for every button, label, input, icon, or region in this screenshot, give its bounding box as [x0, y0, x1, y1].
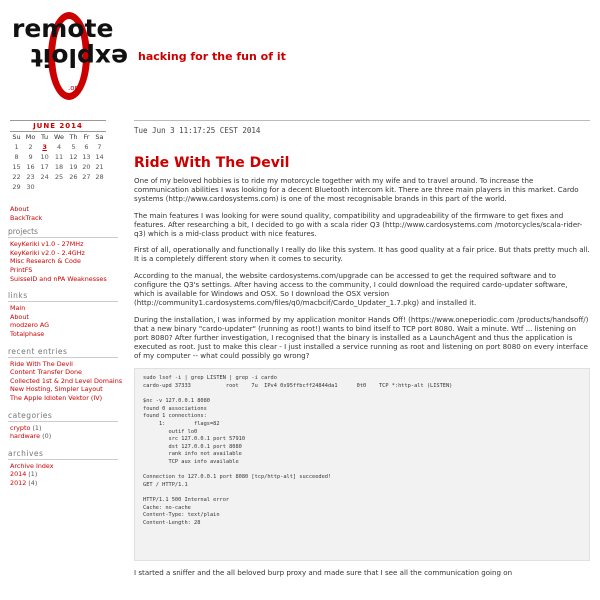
- post-date: Tue Jun 3 11:17:25 CEST 2014: [134, 120, 590, 135]
- calendar-day: 1: [14, 143, 19, 151]
- arch-list-item-label[interactable]: 2014: [10, 470, 27, 479]
- logo-word-top: remote: [12, 14, 114, 43]
- main-link-item[interactable]: KeyKeriki v1.0 - 27MHz: [10, 240, 84, 249]
- cat-list-item[interactable]: [10, 432, 118, 441]
- calendar-day: 28: [95, 173, 104, 181]
- post-paragraph: First of all, operationally and functionally I really do like this system. It has good quality at a fair price. But thats pretty much all. It is a completely different story when it comes to security.: [134, 245, 590, 264]
- recent-section: [8, 346, 123, 403]
- calendar-day: 25: [54, 173, 64, 181]
- calendar-day: 11: [54, 153, 64, 161]
- calendar-day: 16: [26, 163, 35, 171]
- sidebar: [8, 120, 123, 487]
- links-list-item[interactable]: modzero AG: [10, 321, 50, 330]
- calendar-week: [10, 172, 106, 182]
- post-paragraph: One of my beloved hobbies is to ride my motorcycle together with my wife and to travel around. To increase the communication abilities I was looking for a decent Bluetooth intercom kit. There are three main players in this market. Cardo systems (http://www.cardosystems.com) is one of the most recognisable brands in this part of the world.: [134, 176, 579, 203]
- links-section: [8, 291, 118, 338]
- logo-word-bottom: exploit: [30, 43, 128, 72]
- main-link-item[interactable]: Misc Research & Code: [10, 257, 81, 266]
- calendar-day: 12: [69, 153, 78, 161]
- calendar-day: 18: [54, 163, 64, 171]
- calendar-day: [51, 182, 67, 192]
- cat-list-item[interactable]: [10, 424, 118, 433]
- categories-section: [8, 411, 118, 441]
- recent-list-item[interactable]: Ride With The Devil: [10, 359, 73, 368]
- calendar: [10, 132, 106, 192]
- recent-list: [8, 359, 123, 403]
- arch-list-item[interactable]: [10, 470, 118, 479]
- recent-list-item[interactable]: New Hosting, Simpler Layout: [10, 385, 103, 394]
- calendar-week: [10, 162, 106, 172]
- site-tagline: hacking for the fun of it: [138, 50, 286, 63]
- calendar-day: 30: [26, 183, 35, 191]
- calendar-body: [10, 142, 106, 192]
- calendar-day: 26: [69, 173, 78, 181]
- post-paragraph-tail: I started a sniffer and the all beloved burp proxy and made sure that I see all the communication going on: [134, 568, 513, 578]
- calendar-day: 20: [82, 163, 91, 171]
- calendar-day: [67, 182, 80, 192]
- calendar-weekday: Tu: [41, 133, 49, 141]
- arch-list-item-label[interactable]: 2012: [10, 478, 27, 487]
- arch-list-item-count: (4): [26, 478, 38, 487]
- main-link-item[interactable]: About: [10, 205, 29, 213]
- calendar-weekday: Mo: [25, 133, 36, 141]
- logo-org: .org: [68, 84, 82, 92]
- calendar-day: 10: [40, 153, 49, 161]
- arch-list-item-count: (1): [26, 470, 38, 479]
- calendar-weekday: Sa: [95, 133, 104, 141]
- cat-list-item-label[interactable]: crypto: [10, 423, 31, 432]
- site-logo[interactable]: [10, 12, 130, 102]
- recent-list-item[interactable]: Content Transfer Done: [10, 368, 82, 377]
- calendar-day: 4: [56, 143, 62, 151]
- calendar-weekdays: [10, 132, 106, 142]
- calendar-week: [10, 182, 106, 192]
- links-heading: links: [8, 291, 118, 302]
- calendar-day: 21: [95, 163, 104, 171]
- main-link-item[interactable]: PrintFS: [10, 265, 33, 274]
- main-link-item[interactable]: BackTrack: [10, 213, 43, 222]
- links-list: [8, 304, 118, 338]
- arch-list-item[interactable]: [10, 479, 118, 488]
- archives-section: [8, 449, 118, 488]
- calendar-day: 7: [97, 143, 102, 151]
- categories-list: [8, 424, 118, 441]
- calendar-day: 9: [28, 153, 33, 161]
- recent-heading: recent entries: [8, 347, 118, 358]
- calendar-day-linked[interactable]: 3: [42, 143, 47, 151]
- calendar-day: 15: [12, 163, 21, 171]
- calendar-day: 22: [12, 173, 21, 181]
- main-link-item[interactable]: SuisseID and nPA Weaknesses: [10, 274, 107, 283]
- calendar-day: 29: [12, 183, 21, 191]
- links-list-item[interactable]: Totalphase: [10, 329, 45, 338]
- calendar-title: JUNE 2014: [10, 120, 106, 132]
- arch-list-item-label[interactable]: Archive Index: [10, 461, 54, 470]
- calendar-day: 19: [69, 163, 78, 171]
- post-title[interactable]: Ride With The Devil: [134, 155, 290, 171]
- post-paragraph: During the installation, I was informed by my application monitor Hands Off! (https://www.oneperiodic.com /products/handsoff/) that a new binary "cardo-updater" (running as root!) wants to bind itself to TCP port 8080. Wait a minute. Wtf ... listening on port 8080? After further investigation, I recognised that the binary is installed as a LaunchAgent and thus the application is executed as root. Just to make this clear - I just installed a service running as root and listening on port 8080 on every interface of my computer -- what could possibly go wrong?: [134, 314, 589, 360]
- calendar-day: 6: [84, 143, 89, 151]
- calendar-day: 8: [14, 153, 19, 161]
- calendar-day: [93, 182, 106, 192]
- section-heading-main: [8, 200, 118, 203]
- main-link-item[interactable]: KeyKeriki v2.0 - 2.4GHz: [10, 248, 85, 257]
- cat-list-item-count: (0): [40, 432, 52, 441]
- code-block: sudo lsof -i | grep LISTEN | grep -i cardo cardo-upd 37333 root 7u IPv4 0x95ffbcff24844da1 0t0 TCP *:http-alt (LISTEN) $nc -v 127.0.0.1 8080 found 0 associations found 1 connections: 1: flags=82 outif lo0 src 127.0.0.1 port 57910 dst 127.0.0.1 port 8080 rank info not available TCP aux info available Connection to 127.0.0.1 port 8080 [tcp/http-alt] succeeded! GET / HTTP/1.1 HTTP/1.1 500 Internal error Cache: no-cache Content-Type: text/plain Content-Length: 28: [134, 368, 590, 561]
- calendar-day: 2: [28, 143, 33, 151]
- arch-list-item[interactable]: [10, 462, 118, 471]
- projects-heading: projects: [8, 227, 118, 238]
- calendar-weekday: Fr: [83, 133, 90, 141]
- calendar-day: 5: [71, 143, 76, 151]
- calendar-day: 13: [82, 153, 91, 161]
- main-content: [134, 120, 590, 586]
- calendar-weekday: Su: [12, 133, 21, 141]
- post-paragraph: According to the manual, the website cardosystems.com/upgrade can be accessed to get the required software and to configure the Q3's settings. After having access to the community, I could download the required cardo-updater software, which is available for Windows and OSX. So I download the OSX version (http://community1.cardosystems.com/files/q0/macbcif/Cardo_Updater_1.7.pkg) and installed it.: [134, 271, 568, 307]
- main-links-section: [8, 200, 118, 283]
- archives-list: [8, 462, 118, 488]
- cat-list-item-label[interactable]: hardware: [10, 432, 41, 441]
- cat-list-item-count: (1): [30, 423, 42, 432]
- recent-list-item[interactable]: The Apple Idioten Vektor (IV): [10, 393, 103, 402]
- calendar-weekday: We: [53, 133, 65, 141]
- calendar-day: 27: [82, 173, 91, 181]
- calendar-day: [80, 182, 93, 192]
- post-paragraph: The main features I was looking for were sound quality, compatibility and upgradeability of the firmware to get fixes and features. After researching a bit, I decided to go with a scala rider Q3 (http://www.cardosystems.com /motorcycles/scala-rider-q3) which is a mid-class product with nice features.: [134, 210, 583, 238]
- archives-heading: archives: [8, 449, 118, 460]
- calendar-day: [38, 182, 51, 192]
- calendar-day: 24: [40, 173, 49, 181]
- calendar-week: [10, 142, 106, 152]
- categories-heading: categories: [8, 411, 118, 422]
- calendar-weekday: Th: [69, 133, 78, 141]
- calendar-day: 17: [40, 163, 49, 171]
- main-links-list: [8, 205, 118, 283]
- calendar-week: [10, 152, 106, 162]
- links-list-item[interactable]: Main: [10, 304, 26, 313]
- calendar-day: 14: [95, 153, 104, 161]
- calendar-day: 23: [26, 173, 35, 181]
- post-body: [134, 177, 590, 360]
- links-list-item[interactable]: About: [10, 312, 29, 321]
- recent-list-item[interactable]: Collected 1st & 2nd Level Domains: [10, 376, 123, 385]
